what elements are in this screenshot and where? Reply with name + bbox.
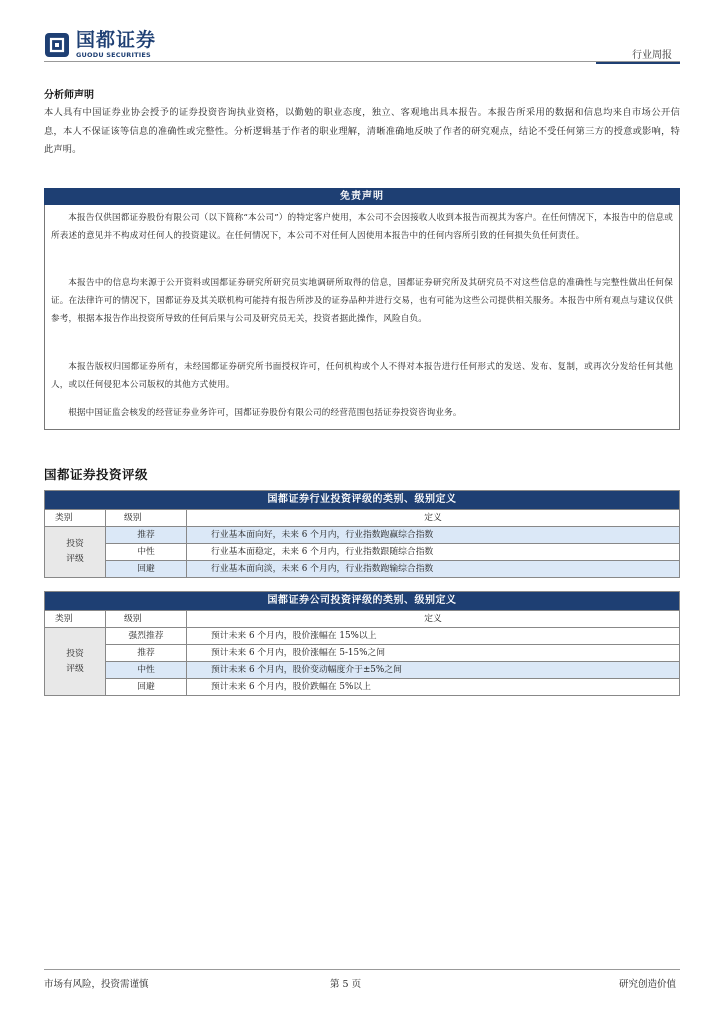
header-category: 类别 <box>45 611 106 628</box>
header-level: 级别 <box>106 510 187 527</box>
level-cell: 强烈推荐 <box>106 628 187 645</box>
table-row <box>45 527 680 544</box>
report-type-tag: 行业周报 <box>632 50 672 61</box>
company-rating-table <box>44 591 680 696</box>
header-definition: 定义 <box>187 611 680 628</box>
definition-cell: 预计未来 6 个月内，股价变动幅度介于±5%之间 <box>187 662 680 679</box>
analyst-statement-body: 本人具有中国证券业协会授予的证券投资咨询执业资格，以勤勉的职业态度，独立、客观地出具本报告。本报告所采用的数据和信息均来自市场公开信息，本人不保证该等信息的准确性或完整性。分析逻辑基于作者的职业理解，清晰准确地反映了作者的研究观点，结论不受任何第三方的授意或影响，特此声明。 <box>44 107 680 155</box>
disclaimer-paragraph: 本报告版权归国都证券所有，未经国都证券研究所书面授权许可，任何机构或个人不得对本报告进行任何形式的发送、发布、复制，或再次分发给任何其他人，或以任何侵犯本公司版权的其他方式使用。 <box>51 362 673 390</box>
analyst-statement-title: 分析师声明 <box>44 90 94 101</box>
table-row <box>45 662 680 679</box>
category-cell <box>45 527 106 578</box>
rating-section-title: 国都证券投资评级 <box>44 467 149 482</box>
level-cell: 回避 <box>106 679 187 696</box>
disclaimer-title: 免责声明 <box>44 188 680 205</box>
footer-risk-note: 市场有风险，投资需谨慎 <box>44 979 149 990</box>
table-header-row <box>45 510 680 527</box>
company-table-caption: 国都证券公司投资评级的类别、级别定义 <box>45 592 680 611</box>
level-cell: 推荐 <box>106 527 187 544</box>
table-row <box>45 544 680 561</box>
definition-cell: 预计未来 6 个月内，股价涨幅在 5-15%之间 <box>187 645 680 662</box>
guodu-logo-icon <box>44 32 70 58</box>
disclaimer-paragraph: 本报告仅供国都证券股份有限公司（以下简称“本公司”）的特定客户使用，本公司不会因接收人收到本报告而视其为客户。在任何情况下，本报告中的信息或所表述的意见并不构成对任何人的投资建议。在任何情况下，本公司不对任何人因使用本报告中的任何内容所引致的任何损失负任何责任。 <box>51 213 673 241</box>
logo-chinese-name: 国都证券 <box>76 29 157 52</box>
category-label: 投资评级 <box>66 539 84 564</box>
company-logo <box>44 30 156 60</box>
industry-rating-table <box>44 490 680 578</box>
table-row <box>45 561 680 578</box>
header-accent-bar <box>596 62 680 64</box>
header-divider <box>44 61 680 62</box>
header-level: 级别 <box>106 611 187 628</box>
level-cell: 中性 <box>106 544 187 561</box>
table-row <box>45 645 680 662</box>
definition-cell: 预计未来 6 个月内，股价涨幅在 15%以上 <box>187 628 680 645</box>
industry-table-caption: 国都证券行业投资评级的类别、级别定义 <box>45 491 680 510</box>
footer-slogan: 研究创造价值 <box>618 979 676 990</box>
definition-cell: 行业基本面向好，未来 6 个月内，行业指数跑赢综合指数 <box>187 527 680 544</box>
page-number: 第 5 页 <box>330 979 362 990</box>
table-row <box>45 628 680 645</box>
disclaimer-paragraph: 根据中国证监会核发的经营证券业务许可，国都证券股份有限公司的经营范围包括证券投资咨询业务。 <box>68 408 462 418</box>
disclaimer-paragraph: 本报告中的信息均来源于公开资料或国都证券研究所研究员实地调研所取得的信息，国都证券研究所及其研究员不对这些信息的准确性与完整性做出任何保证。在法律许可的情况下，国都证券及其关联机构可能持有报告所涉及的证券品种并进行交易，也有可能为这些公司提供相关服务。本报告中所有观点与建议仅供参考，根据本报告作出投资所导致的任何后果与公司及研究员无关，投资者据此操作，风险自负。 <box>51 278 673 324</box>
definition-cell: 预计未来 6 个月内，股价跌幅在 5%以上 <box>187 679 680 696</box>
logo-english-name: GUODU SECURITIES <box>76 51 151 60</box>
level-cell: 回避 <box>106 561 187 578</box>
level-cell: 推荐 <box>106 645 187 662</box>
table-header-row <box>45 611 680 628</box>
header-definition: 定义 <box>187 510 680 527</box>
definition-cell: 行业基本面稳定，未来 6 个月内，行业指数跟随综合指数 <box>187 544 680 561</box>
table-row <box>45 679 680 696</box>
definition-cell: 行业基本面向淡，未来 6 个月内，行业指数跑输综合指数 <box>187 561 680 578</box>
footer-divider <box>44 969 680 970</box>
header-category: 类别 <box>45 510 106 527</box>
category-cell <box>45 628 106 696</box>
level-cell: 中性 <box>106 662 187 679</box>
category-label: 投资评级 <box>66 648 84 674</box>
